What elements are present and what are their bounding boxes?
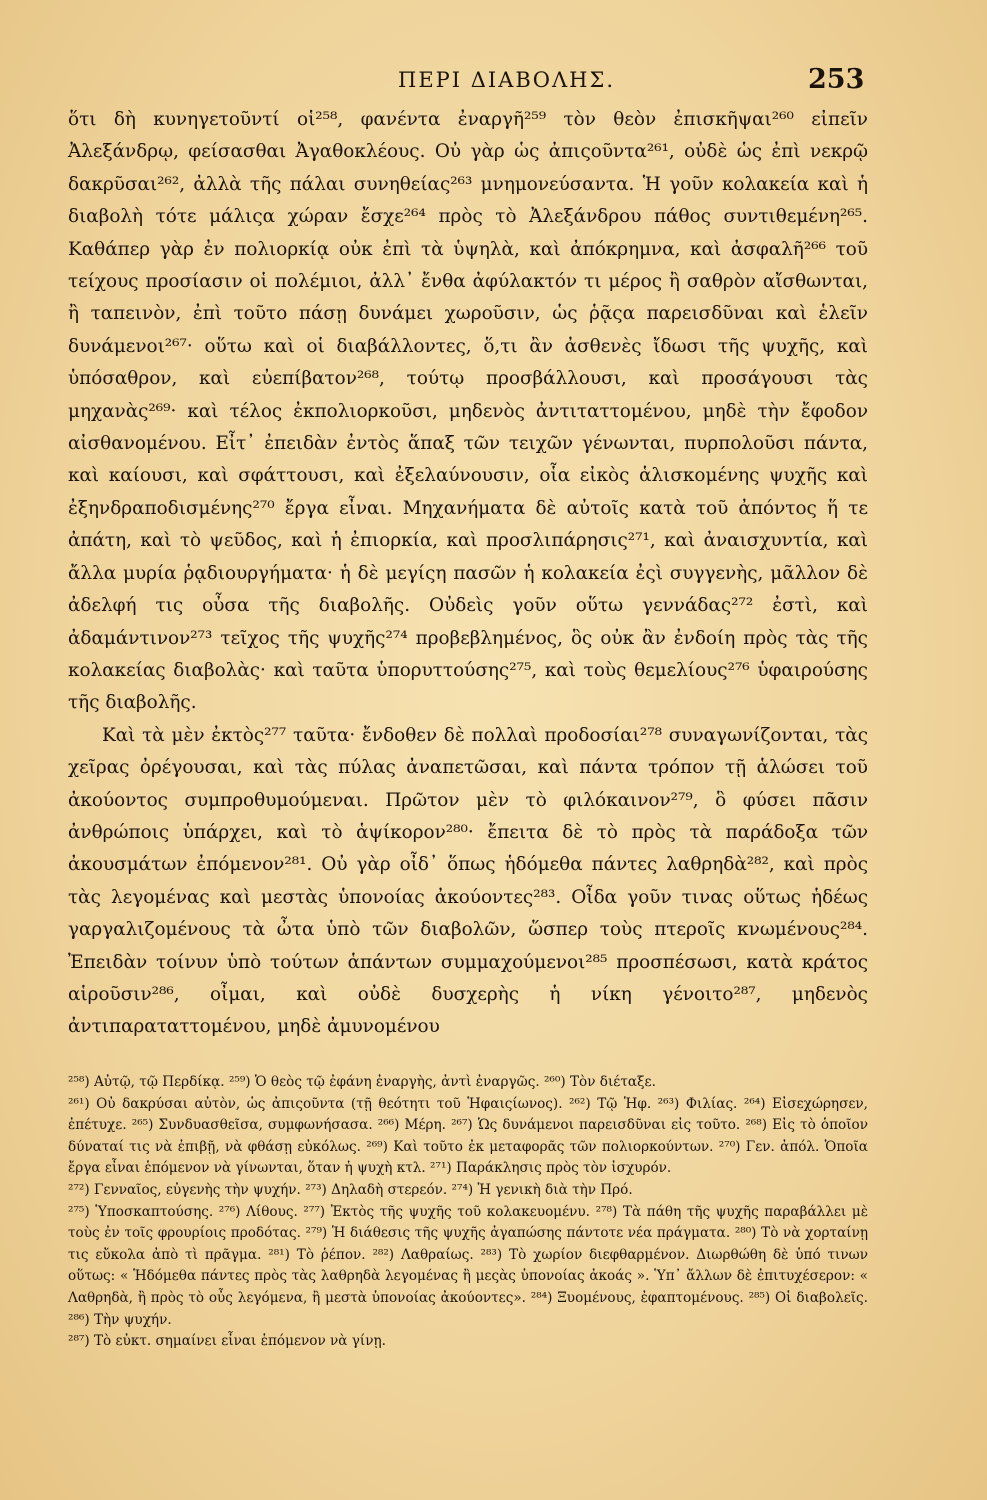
footnote-line: ²⁶¹) Οὐ δακρύσαι αὐτὸν, ὡς ἀπιςοῦντα (τῇ θεότητι τοῦ Ἡφαιςίωνος). ²⁶²) Τῷ Ἡφ. ²⁶³) Φιλίας. ²⁶⁴) Εἰσεχώρησεν, ἐπέτυχε. ²⁶⁵) Συνδυασθεῖσα, συμφωνήσασα. ²⁶⁶) Μέρη. ²⁶⁷) Ὡς δυνάμενοι παρεισδῦναι εἰς τοῦτο. ²⁶⁸) Εἰς τὸ ὁποῖον δύναταί τις νὰ ἐπιβῇ, νὰ φθάσῃ εὐκόλως. ²⁶⁹) Καὶ τοῦτο ἐκ μεταφορᾶς τῶν πολιορκούντων. ²⁷⁰) Γεν. ἀπόλ. Ὁποῖα ἔργα εἶναι ἑπόμενον νὰ γίνωνται, ὅταν ἡ ψυχὴ κτλ. ²⁷¹) Παράκλησις πρὸς τὸν ἰσχυρόν. bbox=[68, 1095, 868, 1177]
page-header bbox=[0, 62, 987, 102]
footnote-line: ²⁸⁷) Τὸ εὐκτ. σημαίνει εἶναι ἑπόμενον νὰ γίνῃ. bbox=[68, 1333, 386, 1350]
footnote-line: ²⁷⁵) Ὑποσκαπτούσης. ²⁷⁶) Λίθους. ²⁷⁷) Ἐκτὸς τῆς ψυχῆς τοῦ κολακευομένυ. ²⁷⁸) Τὰ πάθη τῆς ψυχῆς παραβάλλει μὲ τοὺς ἐν τοῖς φρουρίοις προδότας. ²⁷⁹) Ἡ διάθεσις τῆς ψυχῆς ἀγαπώσης πάντοτε νέα πράγματα. ²⁸⁰) Τὸ νὰ χορταίνῃ τις εὔκολα ἀπὸ τὶ πρᾶγμα. ²⁸¹) Τὸ ῥέπον. ²⁸²) Λαθραίως. ²⁸³) Τὸ χωρίον διεφθαρμένον. Διωρθώθη δὲ ὑπό τινων οὕτως: « Ἡδόμεθα πάντες πρὸς τὰς λαθρηδὰ λεγομένας ἢ μεςὰς ὑπονοίας ἀκοάς ». Ὑπ᾽ ἄλλων δὲ ἐπιτυχέσερον: « Λαθρηδὰ, ἢ πρὸς τὸ οὖς λεγόμενα, ἢ μεστὰ ὑπονοίας ἀκούοντες». ²⁸⁴) Ξυομένους, ἐφαπτομένους. ²⁸⁵) Οἱ διαβολεῖς. ²⁸⁶) Τὴν ψυχήν. bbox=[68, 1203, 868, 1328]
main-text bbox=[68, 104, 868, 1044]
paragraph: ὅτι δὴ κυνηγετοῦντί οἱ²⁵⁸, φανέντα ἐναργῆ²⁵⁹ τὸν θεὸν ἐπισκῆψαι²⁶⁰ εἰπεῖν Ἀλεξάνδρῳ, φείσασθαι Ἀγαθοκλέους. Οὐ γὰρ ὡς ἀπιςοῦντα²⁶¹, οὐδὲ ὡς ἐπὶ νεκρῷ δακρῦσαι²⁶², ἀλλὰ τῆς πάλαι συνηθείας²⁶³ μνημονεύσαντα. Ἡ γοῦν κολακεία καὶ ἡ διαβολὴ τότε μάλιςα χώραν ἔσχε²⁶⁴ πρὸς τὸ Ἀλεξάνδρου πάθος συντιθεμένη²⁶⁵. Καθάπερ γὰρ ἐν πολιορκίᾳ οὐκ ἐπὶ τὰ ὑψηλὰ, καὶ ἀπόκρημνα, καὶ ἀσφαλῆ²⁶⁶ τοῦ τείχους προσίασιν οἱ πολέμιοι, ἀλλ᾽ ἔνθα ἀφύλακτόν τι μέρος ἢ σαθρὸν αἴσθωνται, ἢ ταπεινὸν, ἐπὶ τοῦτο πάσῃ δυνάμει χωροῦσιν, ὡς ῥᾷςα παρεισδῦναι καὶ ἑλεῖν δυνάμενοι²⁶⁷· οὕτω καὶ οἱ διαβάλλοντες, ὅ,τι ἂν ἀσθενὲς ἴδωσι τῆς ψυχῆς, καὶ ὑπόσαθρον, καὶ εὐεπίβατον²⁶⁸, τούτῳ προσβάλλουσι, καὶ προσάγουσι τὰς μηχανὰς²⁶⁹· καὶ τέλος ἐκπολιορκοῦσι, μηδενὸς ἀντιταττομένου, μηδὲ τὴν ἔφοδον αἰσθανομένου. Εἶτ᾽ ἐπειδὰν ἐντὸς ἅπαξ τῶν τειχῶν γένωνται, πυρπολοῦσι πάντα, καὶ καίουσι, καὶ σφάττουσι, καὶ ἐξελαύνουσιν, οἷα εἰκὸς ἁλισκομένης ψυχῆς καὶ ἐξηνδραποδισμένης²⁷⁰ ἔργα εἶναι. Μηχανήματα δὲ αὐτοῖς κατὰ τοῦ ἀπόντος ἥ τε ἀπάτη, καὶ τὸ ψεῦδος, καὶ ἡ ἐπιορκία, καὶ προσλιπάρησις²⁷¹, καὶ ἀναισχυντία, καὶ ἄλλα μυρία ῥᾳδιουργήματα· ἡ δὲ μεγίςη πασῶν ἡ κολακεία ἐςὶ συγγενὴς, μᾶλλον δὲ ἀδελφή τις οὖσα τῆς διαβολῆς. Οὐδεὶς γοῦν οὕτω γεννάδας²⁷² ἐστὶ, καὶ ἀδαμάντινον²⁷³ τεῖχος τῆς ψυχῆς²⁷⁴ προβεβλημένος, ὃς οὐκ ἂν ἐνδοίη πρὸς τὰς τῆς κολακείας διαβολὰς· καὶ ταῦτα ὑπορυττούσης²⁷⁵, καὶ τοὺς θεμελίους²⁷⁶ ὑφαιρούσης τῆς διαβολῆς. bbox=[68, 109, 868, 714]
running-title: ΠΕΡΙ ΔΙΑΒΟΛΗΣ. bbox=[398, 68, 616, 92]
footnotes bbox=[68, 1072, 868, 1353]
footnote-line: ²⁵⁸) Αὐτῷ, τῷ Περδίκᾳ. ²⁵⁹) Ὁ θεὸς τῷ ἐφάνη ἐναργὴς, ἀντὶ ἐναργῶς. ²⁶⁰) Τὸν διέταξε. bbox=[68, 1074, 656, 1090]
paragraph: Καὶ τὰ μὲν ἐκτὸς²⁷⁷ ταῦτα· ἔνδοθεν δὲ πολλαὶ προδοσίαι²⁷⁸ συναγωνίζονται, τὰς χεῖρας ὀρέγουσαι, καὶ τὰς πύλας ἀναπετῶσαι, καὶ πάντα τρόπον τῇ ἁλώσει τοῦ ἀκούοντος συμπροθυμούμεναι. Πρῶτον μὲν τὸ φιλόκαινον²⁷⁹, ὃ φύσει πᾶσιν ἀνθρώποις ὑπάρχει, καὶ τὸ ἁψίκορον²⁸⁰· ἔπειτα δὲ τὸ πρὸς τὰ παράδοξα τῶν ἀκουσμάτων ἐπόμενον²⁸¹. Οὐ γὰρ οἶδ᾽ ὅπως ἡδόμεθα πάντες λαθρηδὰ²⁸², καὶ πρὸς τὰς λεγομένας καὶ μεστὰς ὑπονοίας ἀκούοντες²⁸³. Οἶδα γοῦν τινας οὕτως ἡδέως γαργαλιζομένους τὰ ὦτα ὑπὸ τῶν διαβολῶν, ὥσπερ τοὺς πτεροῖς κνωμένους²⁸⁴. Ἐπειδὰν τοίνυν ὑπὸ τούτων ἁπάντων συμμαχούμενοι²⁸⁵ προσπέσωσι, κατὰ κράτος αἱροῦσιν²⁸⁶, οἶμαι, καὶ οὐδὲ δυσχερὴς ἡ νίκη γένοιτο²⁸⁷, μηδενὸς ἀντιπαραταττομένου, μηδὲ ἀμυνομένου bbox=[68, 724, 868, 1038]
page-number: 253 bbox=[808, 64, 865, 95]
footnote-line: ²⁷²) Γενναῖος, εὐγενὴς τὴν ψυχήν. ²⁷³) Δηλαδὴ στερεόν. ²⁷⁴) Ἡ γενικὴ διὰ τὴν Πρό. bbox=[68, 1181, 633, 1198]
